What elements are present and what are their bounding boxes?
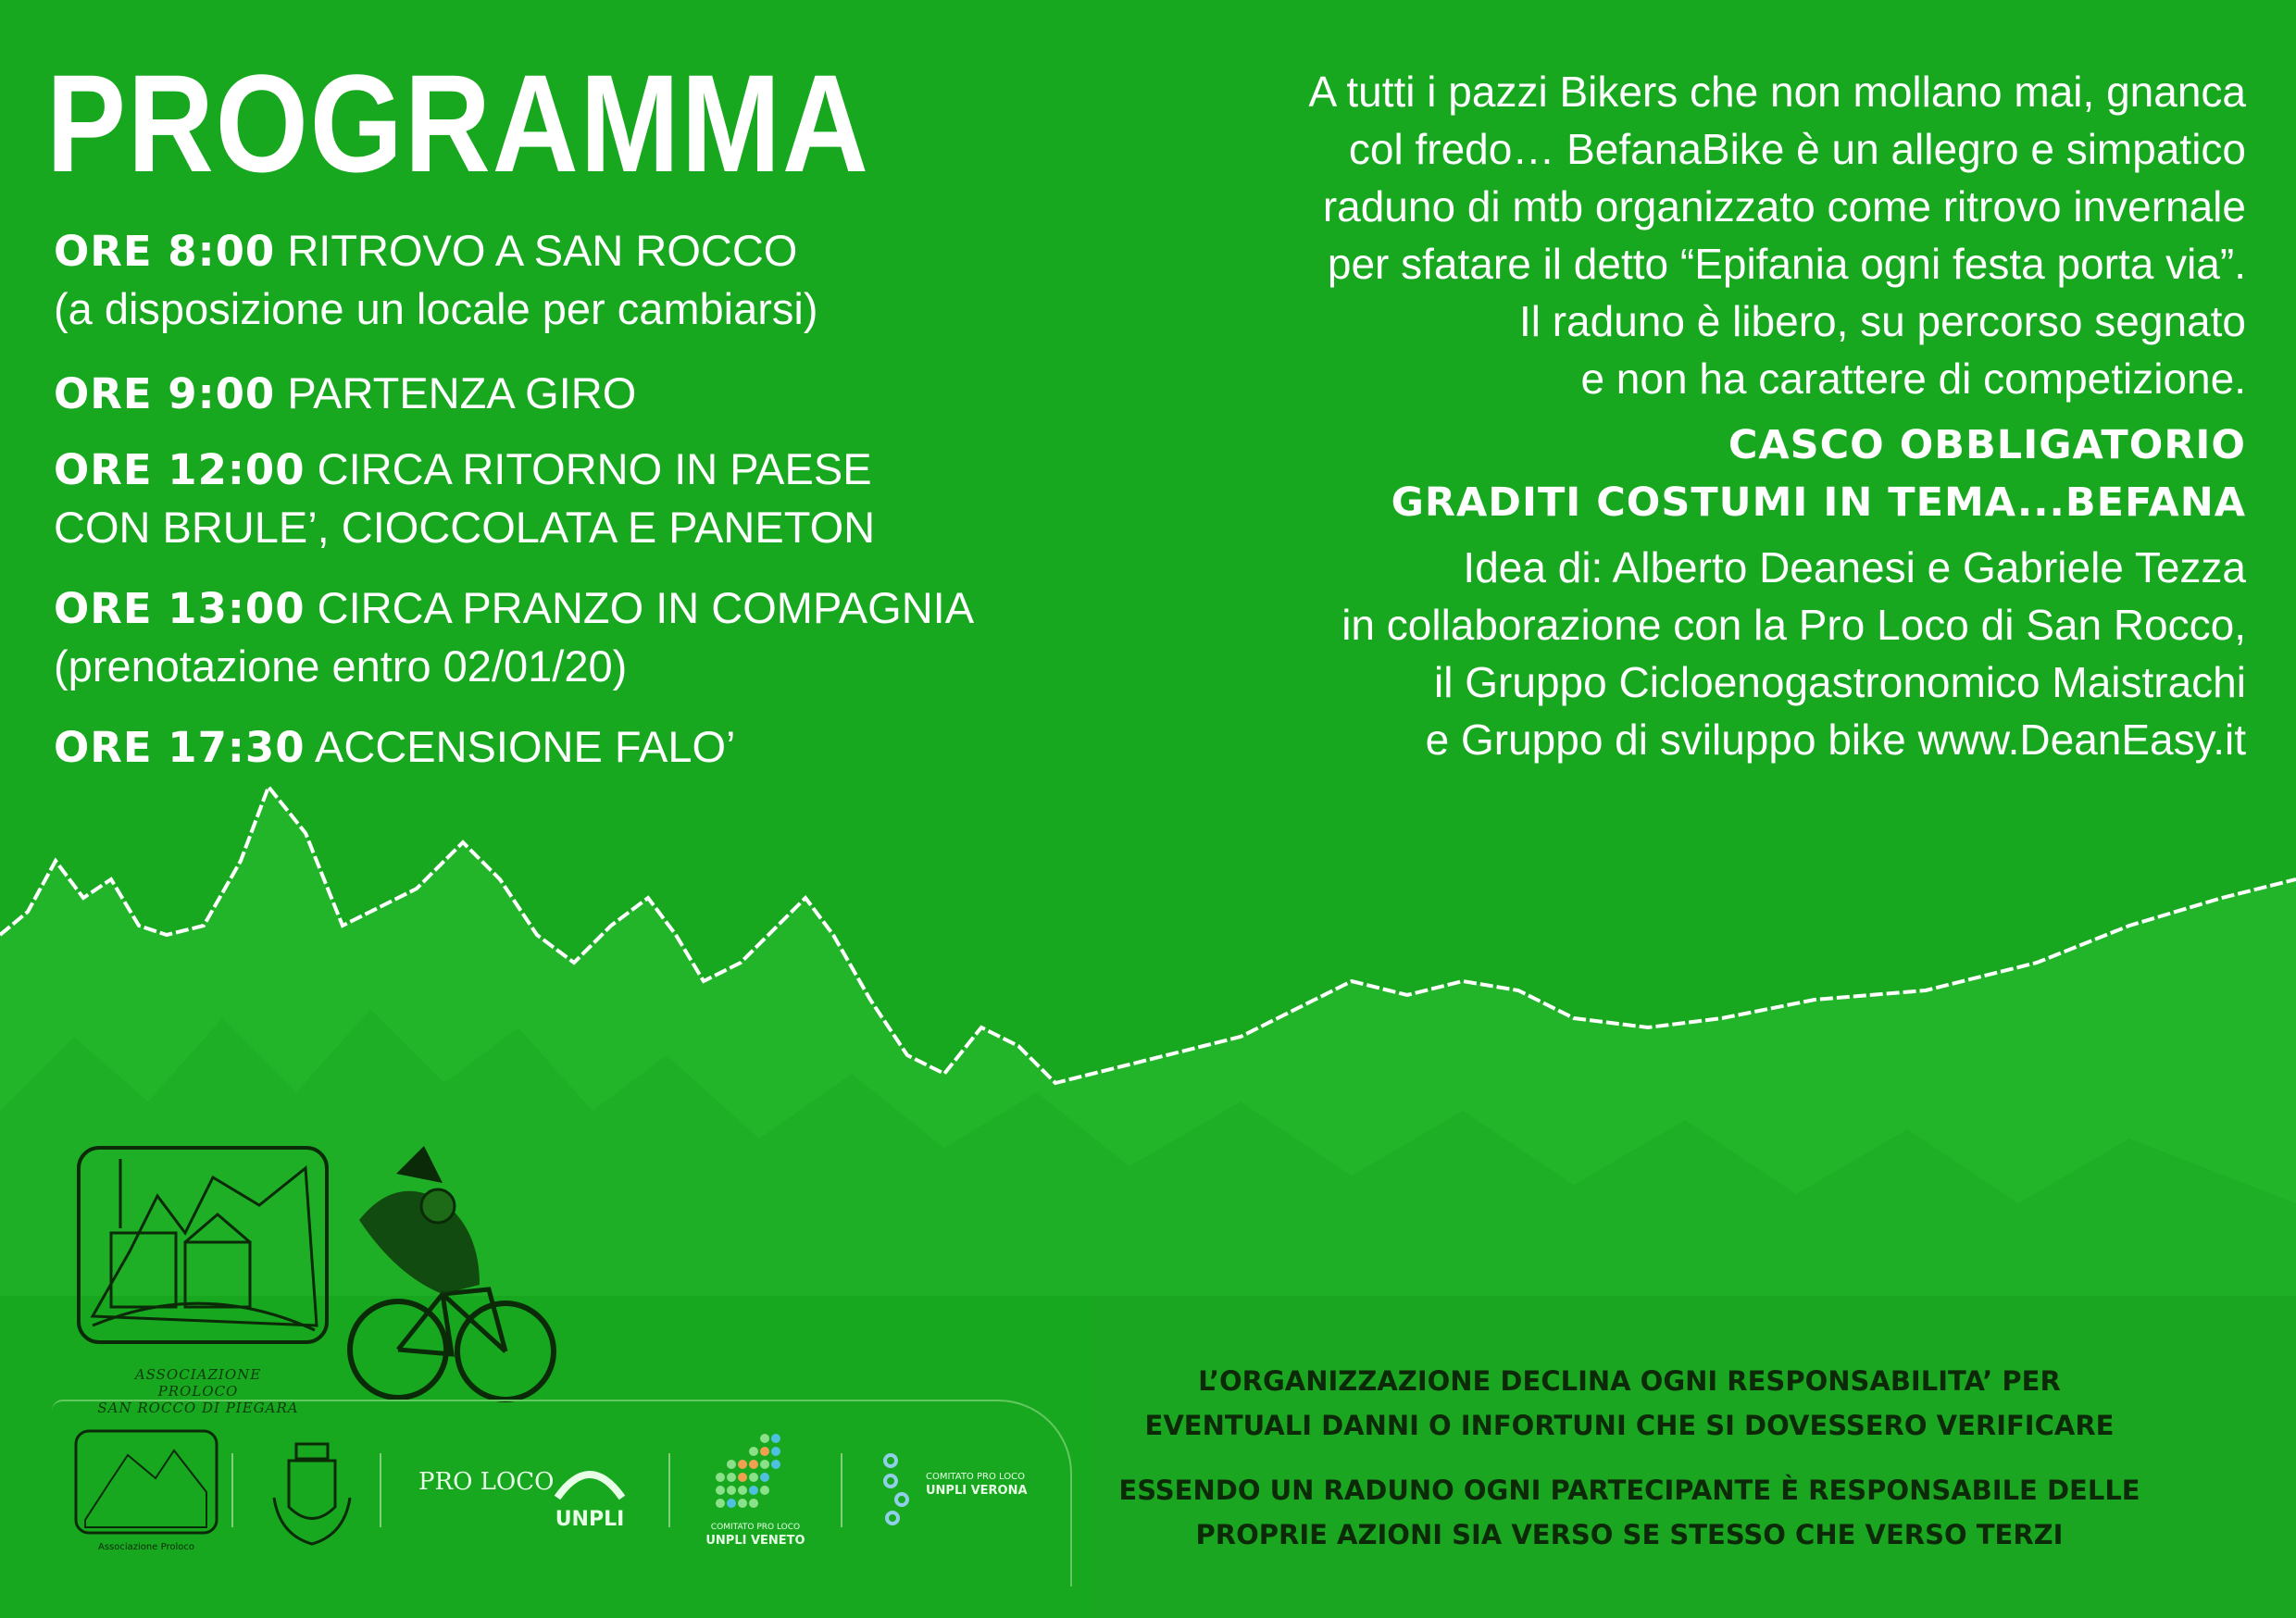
disclaimer-block-1 <box>1111 1359 2148 1448</box>
emphasis-text <box>1391 417 2246 531</box>
intro-line: e non ha carattere di competizione. <box>1580 355 2246 403</box>
disclaimer-line: ESSENDO UN RADUNO OGNI PARTECIPANTE È RESPONSABILE DELLE <box>1118 1475 2140 1506</box>
intro-line: per sfatare il detto “Epifania ogni festa porta via”. <box>1327 240 2246 288</box>
unpli-verona-logo <box>870 1444 1037 1537</box>
credits-line: Idea di: Alberto Deanesi e Gabriele Tezza <box>1463 543 2246 591</box>
schedule-note: CON BRULE’, CIOCCOLATA E PANETON <box>54 503 876 552</box>
schedule-note: (a disposizione un locale per cambiarsi) <box>54 284 818 333</box>
disclaimer-line: PROPRIE AZIONI SIA VERSO SE STESSO CHE VERSO TERZI <box>1195 1519 2064 1550</box>
schedule-text: CIRCA RITORNO IN PAESE <box>317 444 872 493</box>
proloco-association-logo <box>72 1427 220 1557</box>
schedule-note: (prenotazione entro 02/01/20) <box>54 641 628 691</box>
schedule-text: RITROVO A SAN ROCCO <box>287 226 798 275</box>
veneto-small-text: COMITATO PRO LOCO <box>710 1523 801 1532</box>
intro-line: Il raduno è libero, su percorso segnato <box>1518 297 2246 345</box>
veneto-text: UNPLI VENETO <box>705 1534 805 1548</box>
schedule-time: ORE 8:00 <box>54 227 276 276</box>
schedule-item-1 <box>54 222 818 338</box>
logo-separator <box>231 1453 233 1527</box>
disclaimer-line: L’ORGANIZZAZIONE DECLINA OGNI RESPONSABILITA’ PER <box>1198 1365 2061 1397</box>
logo-separator <box>668 1453 670 1527</box>
caption-line: ASSOCIAZIONE PROLOCO <box>134 1366 262 1400</box>
disclaimer-block-2 <box>1111 1468 2148 1557</box>
schedule-time: ORE 13:00 <box>54 584 306 633</box>
schedule-item-3 <box>54 441 875 556</box>
credits-line: e Gruppo di sviluppo bike www.DeanEasy.it <box>1425 716 2246 764</box>
schedule-text: ACCENSIONE FALO’ <box>315 722 736 771</box>
proloco-small-text: Associazione Proloco <box>98 1542 194 1552</box>
proloco-sketch-logo <box>74 1140 333 1363</box>
page-title: PROGRAMMA <box>46 45 870 201</box>
verona-small-text: COMITATO PRO LOCO <box>926 1472 1025 1482</box>
disclaimer-line: EVENTUALI DANNI O INFORTUNI CHE SI DOVESSERO VERIFICARE <box>1144 1410 2115 1441</box>
intro-text <box>1308 63 2246 407</box>
intro-line: raduno di mtb organizzato come ritrovo invernale <box>1322 182 2246 230</box>
intro-line: col fredo… BefanaBike è un allegro e simpatico <box>1348 125 2246 173</box>
schedule-time: ORE 12:00 <box>54 445 306 494</box>
proloco-logo: PRO LOCO <box>418 1468 555 1496</box>
unpli-logo <box>539 1451 641 1535</box>
logo-separator <box>841 1453 842 1527</box>
intro-line: A tutti i pazzi Bikers che non mollano mai, gnanca <box>1308 68 2246 116</box>
logo-separator <box>380 1453 381 1527</box>
credits-line: in collaborazione con la Pro Loco di San Rocco, <box>1341 601 2246 649</box>
emphasis-line: CASCO OBBLIGATORIO <box>1728 422 2246 468</box>
schedule-item-4 <box>54 579 974 695</box>
credits-text <box>1341 539 2246 768</box>
schedule-item-2 <box>54 365 636 423</box>
schedule-text: CIRCA PRANZO IN COMPAGNIA <box>317 583 975 632</box>
schedule-text: PARTENZA GIRO <box>287 368 637 417</box>
befana-biker-illustration <box>341 1137 563 1414</box>
emphasis-line: GRADITI COSTUMI IN TEMA...BEFANA <box>1391 479 2246 526</box>
credits-line: il Gruppo Cicloenogastronomico Maistrachi <box>1434 658 2246 706</box>
unpli-veneto-logo <box>700 1420 839 1559</box>
verona-text: UNPLI VERONA <box>926 1484 1028 1498</box>
caption-line: SAN ROCCO DI PIEGARA <box>97 1400 299 1416</box>
schedule-time: ORE 17:30 <box>54 723 306 772</box>
municipality-crest-logo <box>261 1433 363 1553</box>
unpli-text: UNPLI <box>555 1508 625 1531</box>
schedule-item-5 <box>54 718 735 777</box>
schedule-time: ORE 9:00 <box>54 369 276 418</box>
